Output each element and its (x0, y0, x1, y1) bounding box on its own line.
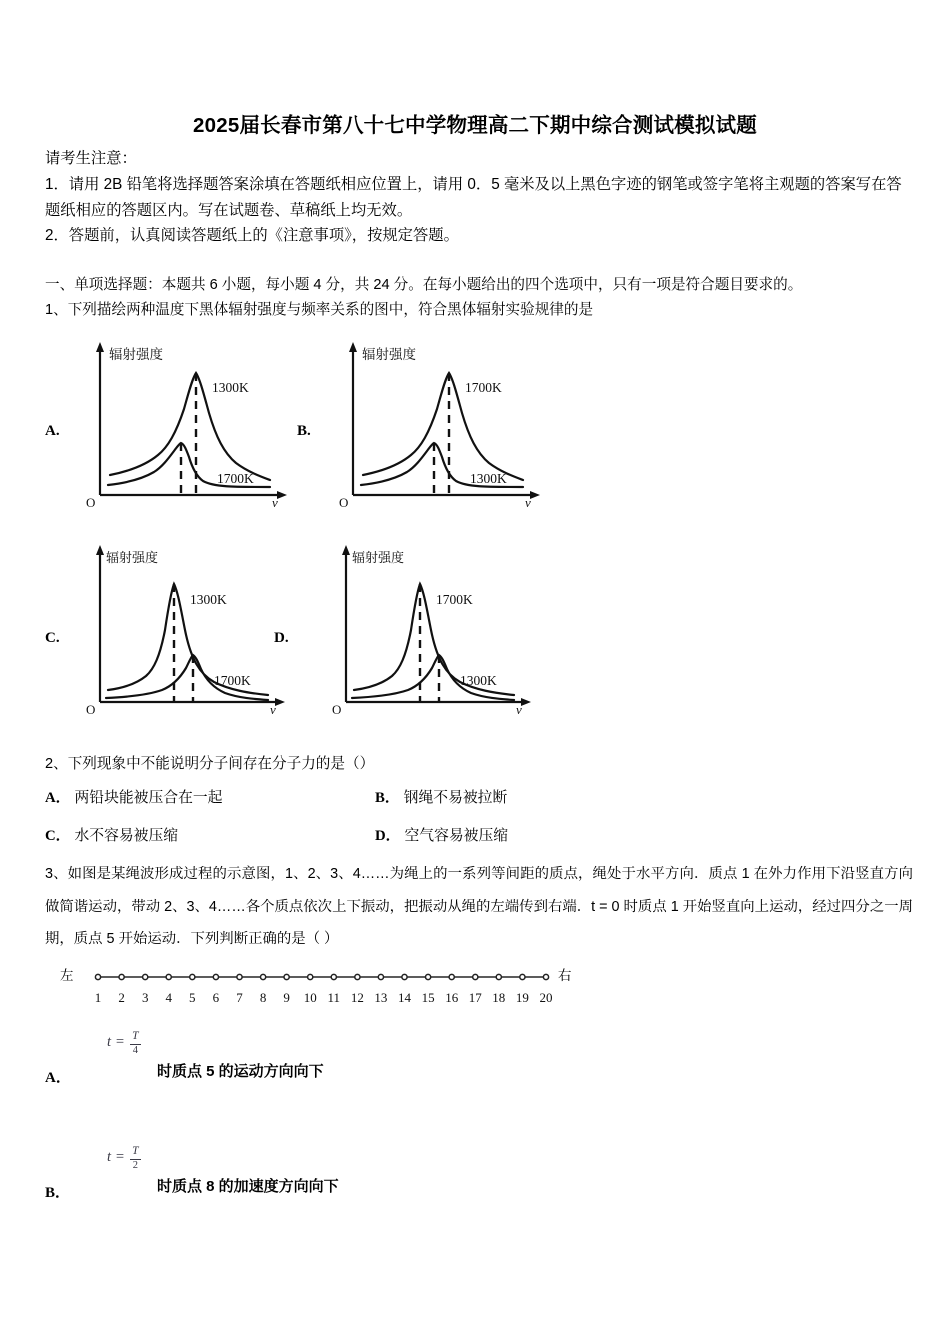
option-text: 时质点 5 的运动方向向下 (157, 1063, 324, 1080)
rope-point-dot (261, 974, 266, 979)
question-2-option-b[interactable] (375, 786, 507, 807)
rope-point-dot (166, 974, 171, 979)
notice-item-2: 2．答题前，认真阅读答题纸上的《注意事项》，按规定答题。 (45, 227, 459, 245)
option-letter: B． (375, 790, 400, 806)
rope-point-label: 12 (350, 990, 364, 1005)
option-letter: D． (375, 828, 401, 844)
rope-point-label: 11 (327, 990, 341, 1005)
question-3-rope-figure (60, 962, 600, 1014)
rope-point-dot (190, 974, 195, 979)
fraction-numerator: T (132, 1145, 139, 1157)
fraction-denominator: 4 (132, 1044, 138, 1056)
rope-point-label: 4 (165, 990, 172, 1005)
rope-points-diagram (88, 962, 558, 1012)
formula-variable: t (107, 1034, 112, 1050)
question-1-option-b-letter[interactable]: B. (297, 423, 311, 439)
question-1-option-c-figure (72, 538, 312, 717)
blackbody-graph-a (72, 337, 302, 509)
rope-point-dot (308, 974, 313, 979)
rope-point-dot (331, 974, 336, 979)
rope-point-label: 10 (303, 990, 317, 1005)
option-letter: C． (45, 828, 71, 844)
label-right-end: 右 (558, 968, 572, 983)
rope-point-labels (95, 990, 553, 1005)
option-letter: A． (45, 790, 71, 806)
curve-label-short: 1700K (214, 673, 251, 688)
y-axis-label: 辐射强度 (109, 347, 163, 362)
option-text: 水不容易被压缩 (74, 828, 179, 844)
y-axis-arrow (96, 342, 104, 352)
curve-label-short: 1300K (470, 471, 507, 486)
question-2-option-d[interactable] (375, 824, 508, 845)
question-3-option-b[interactable] (45, 1141, 545, 1211)
section-heading-single-choice: 一、单项选择题：本题共 6 小题，每小题 4 分，共 24 分。在每小题给出的四个选项中，只有一项是符合题目要求的。 (45, 277, 803, 293)
question-3-option-a[interactable] (45, 1026, 545, 1096)
x-axis-arrow (277, 491, 287, 499)
x-axis-arrow (521, 698, 531, 706)
curve-label-tall: 1700K (436, 592, 473, 607)
rope-point-label: 5 (189, 990, 196, 1005)
origin-label: O (332, 702, 342, 717)
candidate-notice (45, 146, 907, 249)
x-axis-label: ν (270, 702, 276, 717)
question-1-option-d-letter[interactable]: D. (274, 630, 289, 646)
rope-point-dot (378, 974, 383, 979)
option-letter: B． (45, 1185, 71, 1201)
rope-point-dot (496, 974, 501, 979)
notice-heading: 请考生注意： (45, 150, 137, 167)
y-axis-arrow (342, 545, 350, 555)
formula-t-equals-T-over-2 (107, 1145, 141, 1170)
rope-point-dot (520, 974, 525, 979)
notice-item-1: 1．请用 2B 铅笔将选择题答案涂填在答题纸相应位置上，请用 0．5 毫米及以上黑色字迹的钢笔或签字笔将主观题的答案写在答题纸相应的答题区内。写在试题卷、草稿纸上均无效。 (45, 175, 902, 219)
x-axis-arrow (530, 491, 540, 499)
rope-point-dot (426, 974, 431, 979)
blackbody-graph-c (72, 538, 302, 718)
question-2-option-a[interactable] (45, 786, 222, 807)
question-1-option-b-figure (325, 337, 565, 512)
x-axis-label: ν (525, 495, 531, 509)
option-text: 空气容易被压缩 (404, 828, 509, 844)
rope-point-dot (473, 974, 478, 979)
fraction (130, 1146, 141, 1171)
rope-point-dot (95, 974, 100, 979)
fraction-numerator: T (132, 1030, 139, 1042)
formula-t-equals-T-over-4 (107, 1030, 141, 1055)
origin-label: O (86, 702, 96, 717)
x-axis-label: ν (272, 495, 278, 509)
page-title: 2025届长春市第八十七中学物理高二下期中综合测试模拟试题 (193, 114, 757, 137)
blackbody-graph-d (318, 538, 548, 718)
y-axis-label: 辐射强度 (106, 550, 159, 565)
label-left-end: 左 (60, 968, 74, 983)
curve-label-tall: 1300K (190, 592, 227, 607)
question-1-option-c-letter[interactable]: C. (45, 630, 60, 646)
question-2-stem: 2、下列现象中不能说明分子间存在分子力的是（） (45, 756, 375, 772)
rope-point-label: 7 (236, 990, 243, 1005)
fraction (130, 1031, 141, 1056)
y-axis-label: 辐射强度 (362, 347, 416, 362)
rope-point-dot (119, 974, 124, 979)
rope-point-dot (355, 974, 360, 979)
question-1-option-a-figure (72, 337, 312, 512)
rope-point-dot (284, 974, 289, 979)
rope-point-label: 9 (283, 990, 290, 1005)
rope-point-dot (402, 974, 407, 979)
rope-point-dot (543, 974, 548, 979)
question-1-stem: 1、下列描绘两种温度下黑体辐射强度与频率关系的图中，符合黑体辐射实验规律的是 (45, 302, 594, 318)
origin-label: O (86, 495, 96, 509)
question-3-stem: 3、如图是某绳波形成过程的示意图，1、2、3、4……为绳上的一系列等间距的质点，绳处于水平方向．质点 1 在外力作用下沿竖直方向做简谐运动，带动 2、3、4……各个质点依次上下振动，把振动从绳的左端传到右端．t = 0 时质点 1 开始竖直向上运动，经过四分之一周期，质点 5 开始运动．下列判断正确的是（ ） (45, 866, 913, 947)
rope-point-label: 20 (539, 990, 553, 1005)
rope-point-label: 2 (118, 990, 125, 1005)
rope-point-dot (143, 974, 148, 979)
fraction-denominator: 2 (132, 1159, 138, 1171)
rope-point-label: 19 (515, 990, 529, 1005)
y-axis-label: 辐射强度 (352, 550, 405, 565)
option-text: 钢绳不易被拉断 (403, 790, 508, 806)
formula-variable: t (107, 1149, 112, 1165)
rope-point-label: 17 (468, 990, 482, 1005)
x-axis-arrow (275, 698, 285, 706)
rope-point-label: 1 (94, 990, 102, 1005)
curve-label-tall: 1700K (465, 380, 502, 395)
formula-equals: = (115, 1149, 125, 1165)
rope-point-label: 16 (445, 990, 459, 1005)
question-1-option-d-figure (318, 538, 558, 717)
rope-point-label: 14 (398, 990, 411, 1005)
question-2-option-c[interactable] (45, 824, 178, 845)
blackbody-graph-b (325, 337, 555, 509)
curve-label-short: 1700K (217, 471, 254, 486)
rope-point-dot (237, 974, 242, 979)
rope-point-label: 13 (374, 990, 388, 1005)
rope-point-label: 3 (141, 990, 149, 1005)
curve-label-short: 1300K (460, 673, 497, 688)
origin-label: O (339, 495, 349, 509)
option-text: 时质点 8 的加速度方向向下 (157, 1178, 339, 1195)
y-axis-arrow (349, 342, 357, 352)
x-axis-label: ν (516, 702, 522, 717)
formula-equals: = (115, 1034, 125, 1050)
curve-label-tall: 1300K (212, 380, 249, 395)
rope-point-label: 6 (212, 990, 220, 1005)
rope-point-dot (213, 974, 218, 979)
rope-point-label: 15 (421, 990, 435, 1005)
rope-point-dot (449, 974, 454, 979)
rope-point-label: 8 (259, 990, 267, 1005)
question-1-option-a-letter[interactable]: A. (45, 423, 60, 439)
y-axis-arrow (96, 545, 104, 555)
option-text: 两铅块能被压合在一起 (74, 790, 223, 806)
rope-point-label: 18 (492, 990, 506, 1005)
option-letter: A． (45, 1070, 71, 1086)
